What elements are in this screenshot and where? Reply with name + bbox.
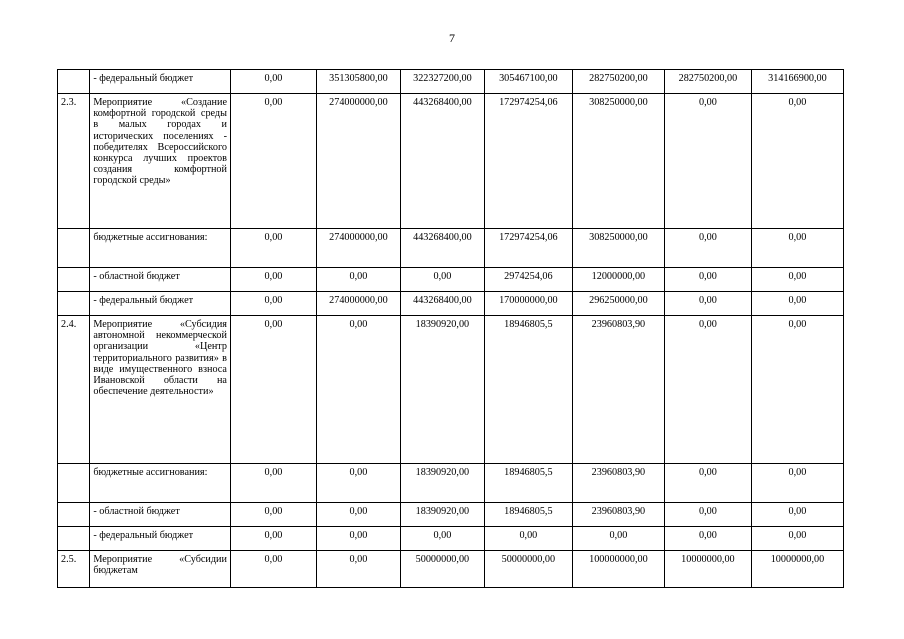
row-description: Мероприятие «Создание комфортной городской среды в малых городах и исторических поселениях - победителях Всероссийского конкурса лучших проектов создания комфортной городской среды» [90,94,231,229]
value-cell: 12000000,00 [572,268,664,292]
row-index [58,464,90,503]
row-index [58,292,90,316]
value-cell: 23960803,90 [572,503,664,527]
value-cell: 18946805,5 [484,503,572,527]
value-cell: 0,00 [230,464,316,503]
value-cell: 0,00 [664,527,751,551]
value-cell: 50000000,00 [400,551,484,588]
value-cell: 351305800,00 [316,70,400,94]
value-cell: 0,00 [230,503,316,527]
row-index: 2.5. [58,551,90,588]
row-description: бюджетные ассигнования: [90,464,231,503]
value-cell: 0,00 [751,316,843,464]
value-cell: 443268400,00 [400,94,484,229]
value-cell: 50000000,00 [484,551,572,588]
value-cell: 0,00 [751,229,843,268]
row-description: бюджетные ассигнования: [90,229,231,268]
value-cell: 170000000,00 [484,292,572,316]
row-index [58,229,90,268]
value-cell: 0,00 [230,268,316,292]
value-cell: 0,00 [230,229,316,268]
value-cell: 0,00 [664,94,751,229]
value-cell: 443268400,00 [400,229,484,268]
value-cell: 0,00 [572,527,664,551]
value-cell: 0,00 [316,551,400,588]
value-cell: 0,00 [316,527,400,551]
row-description: - федеральный бюджет [90,527,231,551]
page-number: 7 [449,31,455,45]
value-cell: 0,00 [751,503,843,527]
table-row [58,503,844,527]
value-cell: 18390920,00 [400,503,484,527]
value-cell: 10000000,00 [751,551,843,588]
value-cell: 0,00 [400,527,484,551]
value-cell: 18390920,00 [400,316,484,464]
value-cell: 0,00 [751,464,843,503]
row-description: Мероприятие «Субсидии бюджетам [90,551,231,588]
value-cell: 305467100,00 [484,70,572,94]
value-cell: 0,00 [230,292,316,316]
value-cell: 0,00 [664,292,751,316]
value-cell: 0,00 [230,551,316,588]
value-cell: 0,00 [316,503,400,527]
table-row [58,316,844,464]
row-description: - областной бюджет [90,268,231,292]
table-row [58,527,844,551]
table-body [58,70,844,588]
value-cell: 100000000,00 [572,551,664,588]
value-cell: 0,00 [400,268,484,292]
value-cell: 0,00 [230,70,316,94]
table-row [58,70,844,94]
value-cell: 282750200,00 [664,70,751,94]
value-cell: 0,00 [230,527,316,551]
value-cell: 0,00 [751,94,843,229]
value-cell: 0,00 [316,316,400,464]
value-cell: 0,00 [664,464,751,503]
value-cell: 0,00 [664,503,751,527]
value-cell: 322327200,00 [400,70,484,94]
value-cell: 308250000,00 [572,94,664,229]
value-cell: 0,00 [484,527,572,551]
row-description: - федеральный бюджет [90,70,231,94]
value-cell: 18390920,00 [400,464,484,503]
value-cell: 2974254,06 [484,268,572,292]
value-cell: 443268400,00 [400,292,484,316]
value-cell: 274000000,00 [316,229,400,268]
value-cell: 0,00 [664,316,751,464]
value-cell: 172974254,06 [484,94,572,229]
value-cell: 282750200,00 [572,70,664,94]
value-cell: 0,00 [316,268,400,292]
value-cell: 0,00 [316,464,400,503]
row-description: - федеральный бюджет [90,292,231,316]
table-row [58,464,844,503]
value-cell: 0,00 [664,229,751,268]
value-cell: 10000000,00 [664,551,751,588]
table-row [58,268,844,292]
value-cell: 314166900,00 [751,70,843,94]
value-cell: 18946805,5 [484,464,572,503]
value-cell: 18946805,5 [484,316,572,464]
value-cell: 0,00 [230,94,316,229]
row-index [58,70,90,94]
row-index [58,527,90,551]
row-index [58,503,90,527]
value-cell: 0,00 [751,527,843,551]
table-row [58,94,844,229]
value-cell: 274000000,00 [316,292,400,316]
value-cell: 0,00 [664,268,751,292]
value-cell: 23960803,90 [572,464,664,503]
row-index: 2.4. [58,316,90,464]
value-cell: 0,00 [751,292,843,316]
value-cell: 308250000,00 [572,229,664,268]
row-description: Мероприятие «Субсидия автономной некоммерческой организации «Центр территориального развития» в виде имущественного взноса Ивановской области на обеспечение деятельности» [90,316,231,464]
row-index [58,268,90,292]
table-row [58,229,844,268]
budget-table [57,69,844,588]
table-row [58,551,844,588]
row-description: - областной бюджет [90,503,231,527]
row-index: 2.3. [58,94,90,229]
value-cell: 274000000,00 [316,94,400,229]
value-cell: 296250000,00 [572,292,664,316]
value-cell: 0,00 [751,268,843,292]
value-cell: 172974254,06 [484,229,572,268]
table-row [58,292,844,316]
value-cell: 23960803,90 [572,316,664,464]
value-cell: 0,00 [230,316,316,464]
